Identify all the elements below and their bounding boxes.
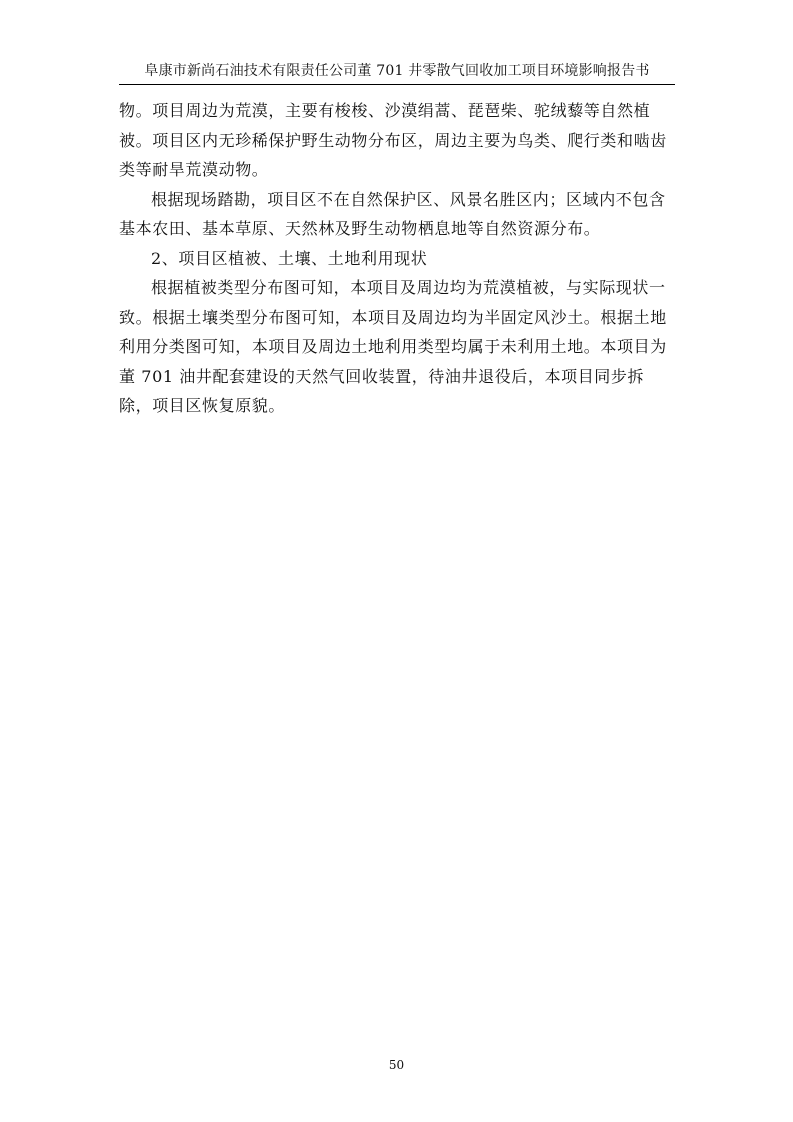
paragraph-land-use: 根据植被类型分布图可知，本项目及周边均为荒漠植被，与实际现状一致。根据土壤类型分布图可知，本项目及周边均为半固定风沙土。根据土地利用分类图可知，本项目及周边土地利用类型均属于未利用土地。本项目为董 701 油井配套建设的天然气回收装置，待油井退役后，本项目同步拆除，项目区恢复原貌。 <box>119 278 667 415</box>
page-header: 阜康市新尚石油技术有限责任公司董 701 井零散气回收加工项目环境影响报告书 <box>144 63 650 79</box>
paragraph-vegetation-continuation: 物。项目周边为荒漠，主要有梭梭、沙漠绢蒿、琵琶柴、驼绒藜等自然植被。项目区内无珍稀保护野生动物分布区，周边主要为鸟类、爬行类和啮齿类等耐旱荒漠动物。 <box>119 101 667 179</box>
paragraph-site-survey: 根据现场踏勘，项目区不在自然保护区、风景名胜区内；区域内不包含基本农田、基本草原、天然林及野生动物栖息地等自然资源分布。 <box>119 189 666 238</box>
section-heading: 2、项目区植被、土壤、土地利用现状 <box>151 248 428 268</box>
page-number: 50 <box>388 1058 405 1072</box>
header-divider <box>119 84 675 85</box>
document-body <box>119 96 675 421</box>
